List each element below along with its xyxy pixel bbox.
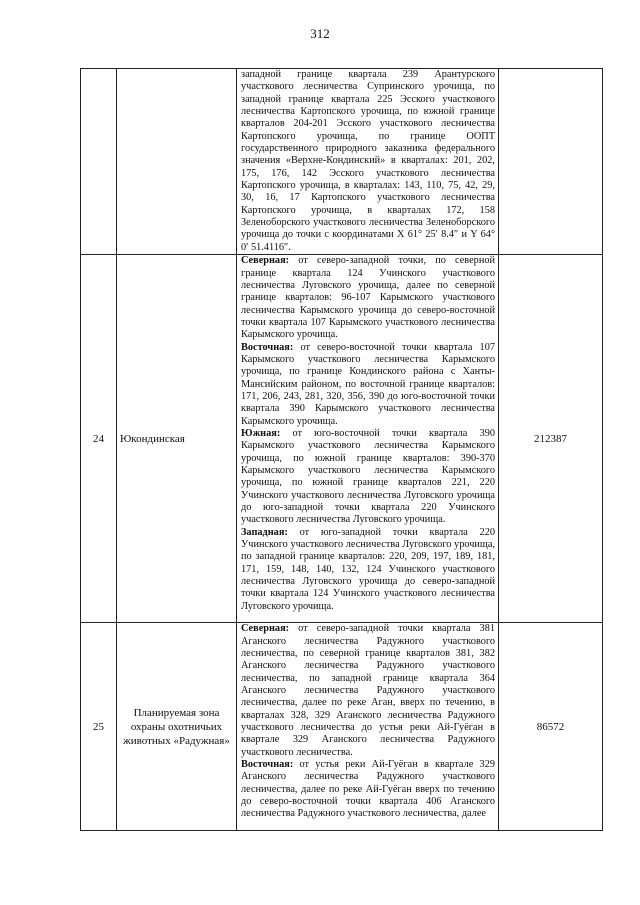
section-text: от юго-западной точки квартала 220 Учинского участкового лесничества Луговского урочища, по западной границе кварталов: 220, 209, 197, 189, 181, 171, 159, 148, 140, 132, 124 Учинского участкового лесничества Луговского урочища до северо-западной точки квартала 124 Учинского участкового лесничества Луговского урочища. (241, 526, 495, 612)
territory-table (80, 68, 603, 831)
section-label: Восточная: (241, 758, 294, 770)
boundary-east (241, 759, 495, 821)
row-number (81, 69, 117, 255)
area-value: 86572 (499, 623, 603, 831)
territory-name-line1: Планируемая зона (133, 706, 220, 719)
section-text: от северо-восточной точки квартала 107 Карымского участкового лесничества Карымского урочища, по границе Кондинского района с Ханты-Мансийским районом, по восточной границе кварталов: 171, 206, 243, 281, 320, 356, 390 до юго-восточной точки квартала 390 Карымского участкового лесничества Карымского урочища. (241, 341, 495, 427)
section-text: от юго-восточной точки квартала 390 Карымского участкового лесничества Карымского урочища, по южной границе кварталов: 390-370 Карымского участкового лесничества Карымского урочища, по южной границе кварталов 221, 220 Учинского участкового лесничества Луговского урочища до юго-западной точки квартала 220 Учинского участкового лесничества Луговского урочища. (241, 427, 495, 526)
section-label: Южная: (241, 427, 281, 439)
territory-name (117, 69, 237, 255)
table-row (81, 623, 603, 831)
section-text: от северо-западной точки, по северной границе квартала 124 Учинского участкового лесничества Луговского урочища, далее по северной границе кварталов: 96-107 Карымского участкового лесничества Карымского урочища до северо-восточной точки квартала 107 Карымского участкового лесничества Карымского урочища. (241, 255, 495, 341)
boundary-description (237, 255, 499, 623)
row-number: 25 (81, 623, 117, 831)
section-label: Восточная: (241, 341, 294, 353)
territory-name (117, 623, 237, 831)
section-text: от устья реки Ай-Гуёган в квартале 329 Аганского лесничества Радужного участкового лесничества, далее по реке Ай-Гуёган вверх по течению до северо-восточной точки квартала 406 Аганского лесничества Радужного участкового лесничества, далее (241, 758, 495, 820)
boundary-east (241, 342, 495, 428)
boundary-description (237, 69, 499, 255)
territory-name: Юкондинская (117, 255, 237, 623)
table-row (81, 255, 603, 623)
section-text: от северо-западной точки квартала 381 Аганского лесничества Радужного участкового лесничества, по северной границе кварталов 381, 382 Аганского лесничества Радужного участкового лесничества, по западной границе квартала 364 Аганского лесничества Радужного участкового лесничества, далее по реке Аган, вверх по течению, в кварталах 328, 329 Аганского лесничества Радужного участкового лесничества до устья реки Ай-Гуёган в квартале 329 Аганского лесничества Радужного участкового лесничества. (241, 623, 495, 758)
description-text: западной границе квартала 239 Арантурского участкового лесничества Супринского урочища, по западной границе квартала 225 Эсского участкового лесничества Картопского урочища, по южной границе кварталов 204-201 Эсского участкового лесничества Картопского урочища, по границе ООПТ государственного природного заказника федерального значения «Верхне-Кондинский» в кварталах: 201, 202, 175, 176, 142 Эсского участкового лесничества Картопского урочища, в кварталах: 143, 110, 75, 42, 29, 30, 16, 17 Картопского участкового лесничества Картопского урочища, в кварталах 172, 158 Зеленоборского участкового лесничества Зеленоборского урочища до точки с координатами X 61° 25′ 8.4″ и Y 64° 0′ 51.4116″. (241, 69, 495, 253)
row-number: 24 (81, 255, 117, 623)
boundary-description (237, 623, 499, 831)
section-label: Северная: (241, 255, 290, 267)
territory-name-line2: охраны охотничьих животных «Радужная» (123, 720, 230, 747)
table-row (81, 69, 603, 255)
boundary-south (241, 428, 495, 527)
boundary-north (241, 255, 495, 341)
page-number: 312 (310, 26, 330, 41)
boundary-west (241, 527, 495, 613)
area-value (499, 69, 603, 255)
section-label: Северная: (241, 623, 290, 635)
boundary-north (241, 623, 495, 759)
area-value: 212387 (499, 255, 603, 623)
section-label: Западная: (241, 526, 288, 538)
